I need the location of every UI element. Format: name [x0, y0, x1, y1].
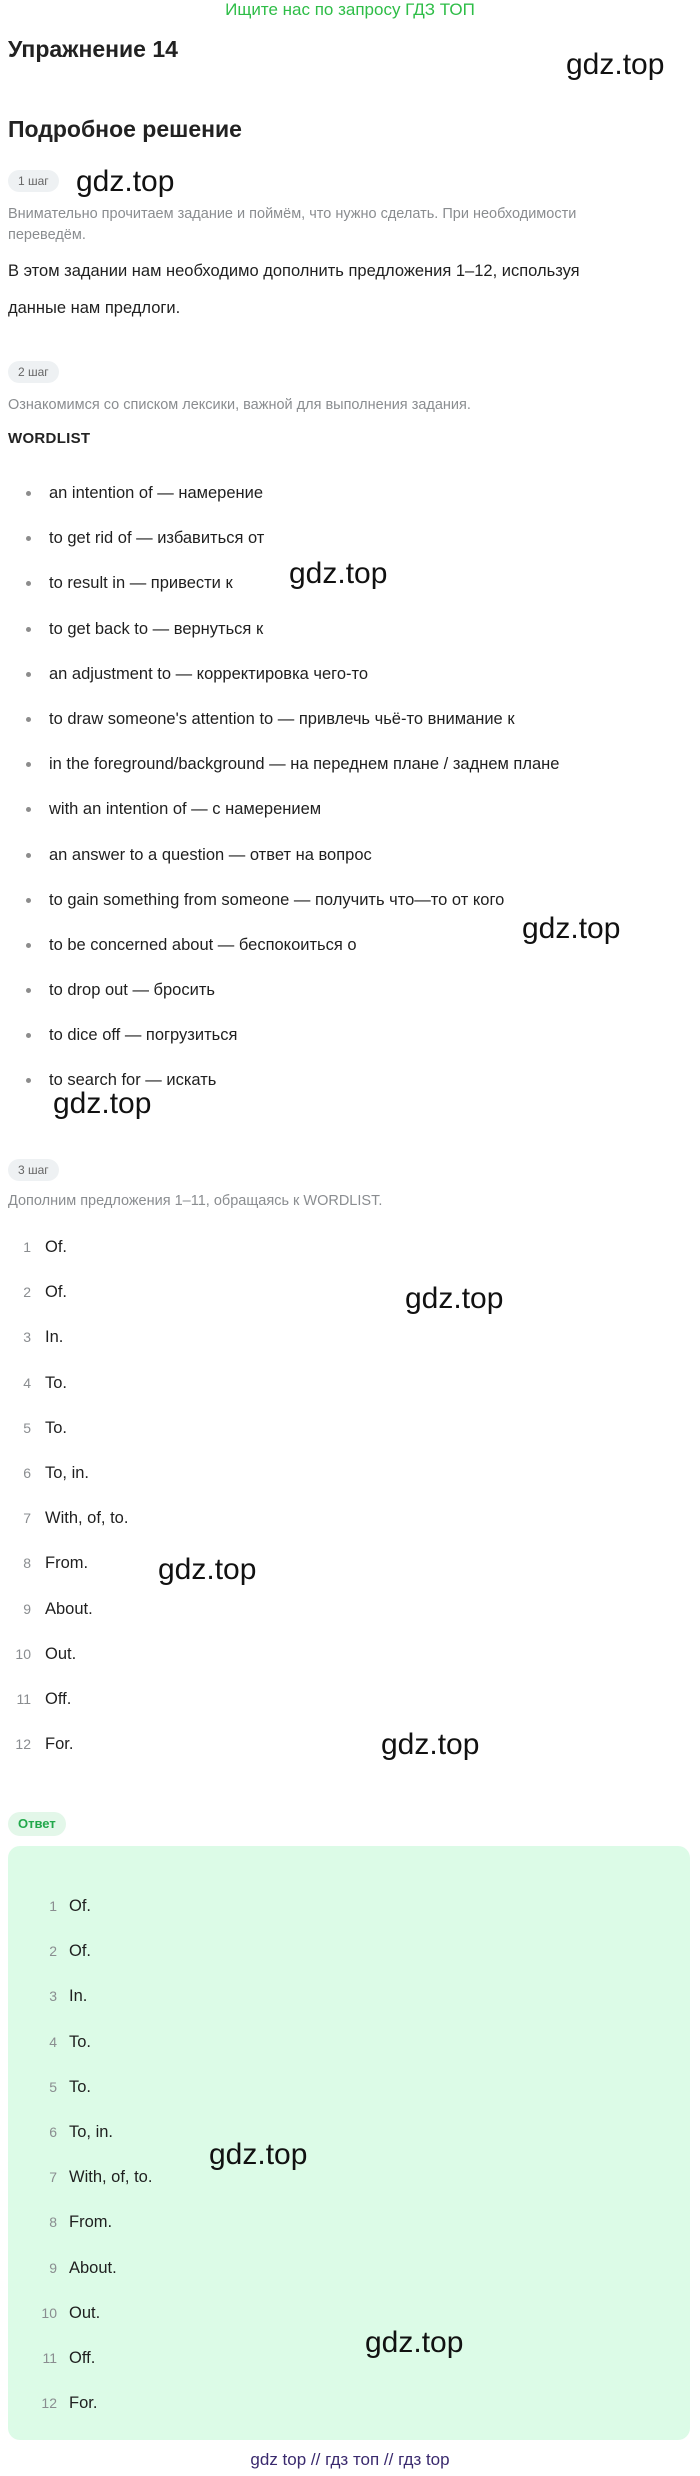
wordlist-item [0, 968, 700, 1013]
answer-row [0, 1722, 700, 1767]
answer-row [0, 1632, 700, 1677]
answer-number: 1 [23, 1239, 31, 1255]
answer-number: 4 [23, 1374, 31, 1391]
bullet-icon [26, 943, 31, 948]
answer-number: 7 [49, 2169, 57, 2186]
answer-number: 5 [23, 1419, 31, 1436]
answer-value: From. [45, 1554, 89, 1573]
answer-number: 6 [49, 2123, 57, 2140]
answer-value: In. [45, 1328, 64, 1347]
answer-row [0, 1884, 700, 1929]
bullet-icon [26, 491, 31, 496]
step-1-hint-line-2: переведём. [8, 227, 86, 243]
answer-value: For. [69, 2394, 98, 2413]
answer-value: In. [69, 1987, 88, 2006]
watermark: gdz.top [158, 1553, 257, 1586]
answer-number: 2 [23, 1284, 31, 1301]
bullet-icon [26, 898, 31, 903]
bullet-icon [26, 717, 31, 722]
watermark: gdz.top [289, 557, 388, 590]
bullet-icon [26, 807, 31, 812]
answer-number: 12 [41, 2395, 57, 2412]
bullet-icon [26, 627, 31, 632]
answer-value: To. [45, 1373, 68, 1392]
answer-row [0, 2246, 700, 2291]
answer-value: From. [69, 2213, 113, 2232]
answer-number: 12 [15, 1736, 31, 1753]
answer-value: Of. [45, 1283, 68, 1302]
answer-number: 1 [49, 1898, 57, 1914]
bullet-icon [26, 581, 31, 586]
bullet-icon [26, 853, 31, 858]
wordlist-item-text: to drop out — бросить [49, 981, 215, 1000]
answer-number: 5 [49, 2078, 57, 2095]
answer-value: To. [69, 2077, 92, 2096]
footer-links[interactable]: gdz top // гдз топ // гдз top [250, 2450, 450, 2469]
wordlist-item-text: an intention of — намерение [49, 484, 264, 502]
answer-value: To, in. [69, 2122, 114, 2141]
answer-number: 7 [23, 1510, 31, 1527]
wordlist-item [0, 471, 700, 516]
answer-row [0, 1451, 700, 1496]
watermark: gdz.top [76, 165, 175, 198]
answer-row [0, 2381, 700, 2426]
answer-value: About. [69, 2258, 117, 2277]
wordlist-item-text: to get rid of — избавиться от [49, 529, 265, 548]
answer-value: Out. [45, 1644, 77, 1663]
step-2-badge: 2 шаг [8, 361, 59, 383]
answer-row [0, 1496, 700, 1541]
bullet-icon [26, 762, 31, 767]
watermark: gdz.top [405, 1282, 504, 1315]
page-title: Упражнение 14 [8, 36, 178, 62]
watermark: gdz.top [566, 48, 665, 81]
wordlist-item-text: to be concerned about — беспокоиться о [49, 935, 357, 954]
answer-number: 9 [23, 1600, 31, 1617]
wordlist-item [0, 833, 700, 878]
answer-row [0, 1406, 700, 1451]
bullet-icon [26, 672, 31, 677]
answer-value: Off. [69, 2348, 96, 2367]
answer-list [0, 1884, 700, 2426]
answer-value: Off. [45, 1689, 72, 1708]
answer-value: To. [69, 2032, 92, 2051]
answer-number: 3 [49, 1988, 57, 2005]
answer-row [0, 2336, 700, 2381]
answer-number: 8 [49, 2214, 57, 2231]
wordlist-item-text: an adjustment to — корректировка чего-то [49, 664, 369, 683]
answer-row [0, 2065, 700, 2110]
step-3-hint: Дополним предложения 1–11, обращаясь к WORDLIST. [8, 1193, 383, 1209]
wordlist-item [0, 1013, 700, 1058]
answer-value: For. [45, 1735, 74, 1754]
step-3-badge: 3 шаг [8, 1159, 59, 1181]
answer-row [0, 1541, 700, 1586]
step-1-badge: 1 шаг [8, 170, 59, 192]
answer-value: Of. [45, 1238, 68, 1256]
step-3-answers [0, 1225, 700, 1767]
wordlist-item [0, 607, 700, 652]
answer-value: Of. [69, 1942, 92, 1961]
answer-number: 4 [49, 2033, 57, 2050]
step-2-hint: Ознакомимся со списком лексики, важной для выполнения задания. [8, 397, 471, 413]
section-title: Подробное решение [8, 116, 242, 142]
answer-value: With, of, to. [69, 2168, 153, 2187]
answer-number: 11 [42, 2349, 57, 2366]
wordlist-item [0, 516, 700, 561]
watermark: gdz.top [365, 2326, 464, 2359]
answer-value: To. [45, 1418, 68, 1437]
wordlist-item [0, 787, 700, 832]
answer-row [0, 1974, 700, 2019]
step-1-text-line-2: данные нам предлоги. [8, 299, 181, 317]
wordlist-title: WORDLIST [8, 430, 91, 447]
answer-number: 11 [16, 1690, 31, 1707]
wordlist-item-text: to search for — искать [49, 1071, 217, 1090]
answer-value: To, in. [45, 1463, 90, 1482]
wordlist-item [0, 652, 700, 697]
answer-badge: Ответ [8, 1812, 66, 1836]
answer-row [0, 1225, 700, 1270]
watermark: gdz.top [53, 1087, 152, 1120]
step-1-text-line-1: В этом задании нам необходимо дополнить предложения 1–12, используя [8, 262, 580, 280]
wordlist-item-text: to get back to — вернуться к [49, 619, 264, 638]
answer-row [0, 2291, 700, 2336]
answer-row [0, 2020, 700, 2065]
answer-row [0, 2155, 700, 2200]
bullet-icon [26, 536, 31, 541]
answer-value: Out. [69, 2303, 101, 2322]
bullet-icon [26, 1078, 31, 1083]
bullet-icon [26, 988, 31, 993]
step-1-hint-line-1: Внимательно прочитаем задание и поймём, что нужно сделать. При необходимости [8, 206, 577, 222]
answer-number: 9 [49, 2259, 57, 2276]
answer-row [0, 1587, 700, 1632]
answer-row [0, 2200, 700, 2245]
answer-value: Of. [69, 1897, 92, 1915]
watermark: gdz.top [522, 912, 621, 945]
wordlist-item-text: to draw someone's attention to — привлечь чьё-то внимание к [49, 709, 515, 728]
answer-value: With, of, to. [45, 1509, 129, 1528]
wordlist-item-text: to dice off — погрузиться [49, 1026, 238, 1045]
answer-number: 6 [23, 1464, 31, 1481]
answer-row [0, 1929, 700, 1974]
bullet-icon [26, 1033, 31, 1038]
answer-row [0, 1315, 700, 1360]
answer-row [0, 1270, 700, 1315]
search-banner[interactable]: Ищите нас по запросу ГДЗ ТОП [225, 0, 475, 19]
answer-number: 8 [23, 1555, 31, 1572]
answer-row [0, 1361, 700, 1406]
answer-number: 10 [15, 1645, 31, 1662]
answer-number: 2 [49, 1943, 57, 1960]
watermark: gdz.top [381, 1728, 480, 1761]
wordlist-item-text: to gain something from someone — получить что—то от кого [49, 890, 505, 909]
answer-value: About. [45, 1599, 93, 1618]
wordlist-item-text: to result in — привести к [49, 574, 233, 593]
watermark: gdz.top [209, 2138, 308, 2171]
wordlist-item [0, 697, 700, 742]
wordlist-item-text: an answer to a question — ответ на вопрос [49, 845, 372, 864]
answer-number: 3 [23, 1329, 31, 1346]
wordlist-item-text: with an intention of — с намерением [49, 800, 322, 819]
wordlist-item [0, 742, 700, 787]
wordlist-item-text: in the foreground/background — на переднем плане / заднем плане [49, 755, 560, 774]
answer-number: 10 [41, 2304, 57, 2321]
answer-row [0, 2110, 700, 2155]
answer-row [0, 1677, 700, 1722]
